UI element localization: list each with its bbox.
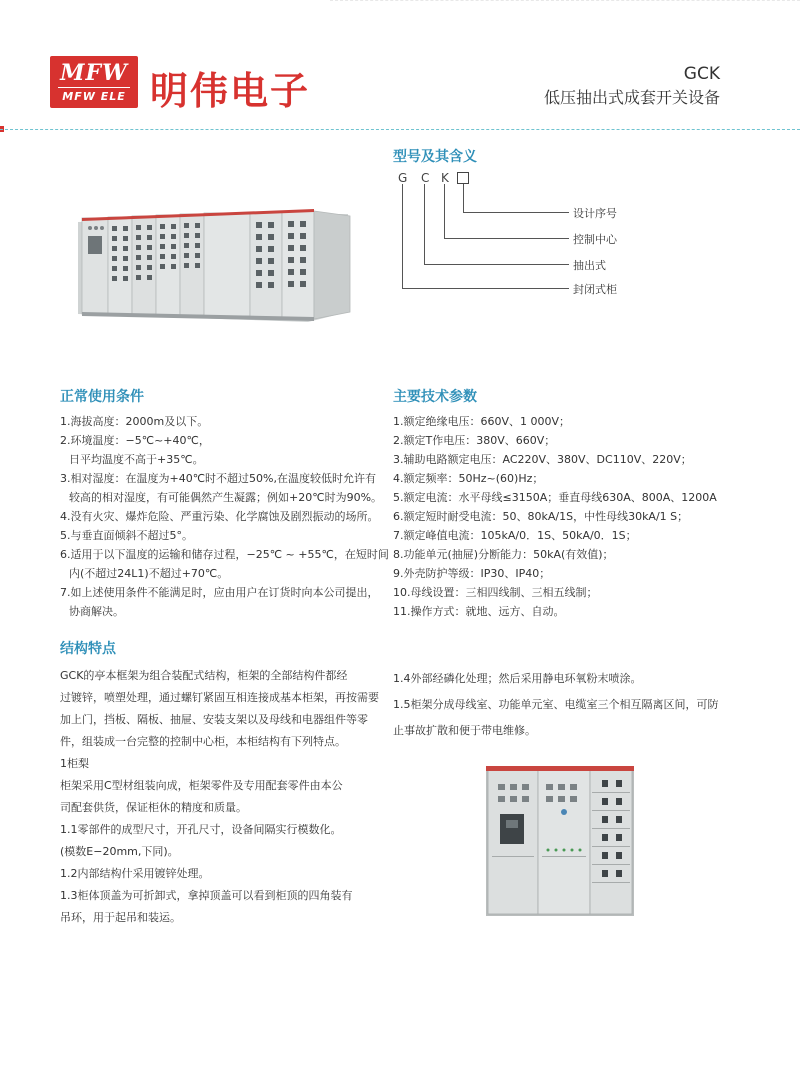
structure-line: 柜架采用C型材组装向成，柜架零件及专用配套零件由本公 [60,779,343,792]
condition-line: 3.相对湿度：在温度为+40℃时不超过50%,在温度较低时允许有 [60,472,377,485]
structure-left-text [60,665,380,929]
connector-line [402,288,569,289]
condition-line: 1.海拔高度：2000m及以下。 [60,415,209,428]
structure-line: 1.4外部经磷化处理；然后采用静电环氧粉末喷涂。 [393,672,642,685]
tech-param-line: 8.功能单元(抽屉)分断能力：50kA(有效值)； [393,548,614,561]
connector-line [463,184,464,212]
condition-line: 4.没有火灾、爆炸危险、严重污染、化学腐蚀及剧烈振动的场所。 [60,510,379,523]
model-letter-c: C [421,171,430,185]
tech-param-line: 7.额定峰值电流：105kA/0．1S、50kA/0．1S； [393,529,637,542]
top-divider [330,0,800,2]
condition-line: 2.环境温度：−5℃~+40℃， [60,434,210,447]
structure-line: 1.1零部件的成型尺寸，开孔尺寸，设备间隔实行模数化。 [60,823,342,836]
structure-title: 结构特点 [60,641,116,657]
connector-line [463,212,569,213]
model-letter-g: G [398,171,408,185]
connector-line [444,238,569,239]
header-divider [0,129,800,130]
logo-sub-text: MFW ELE [62,90,126,103]
condition-line: 内(不超过24L1)不超过+70℃。 [69,567,229,580]
connector-line [444,184,445,238]
tech-param-line: 1.额定绝缘电压：660V、1 000V； [393,415,571,428]
condition-line: 7.如上述使用条件不能满足时，应由用户在订货时向本公司提出， [60,586,379,599]
structure-line: 件，组装成一台完整的控制中心柜，本柜结构有下列特点。 [60,735,346,748]
product-name: 低压抽出式成套开关设备 [543,88,720,107]
structure-line: 1.2内部结构什采用镀锌处理。 [60,867,210,880]
condition-line: 6.适用于以下温度的运输和储存过程，−25℃ ~ +55℃，在短时间 [60,548,389,561]
tech-param-line: 11.操作方式：就地、远方、自动。 [393,605,565,618]
model-section-title: 型号及其含义 [393,149,477,165]
structure-line: 止事故扩散和便于带电维修。 [393,724,536,737]
model-label-control-center: 控制中心 [573,233,617,246]
structure-line: GCK的亭本框架为组合装配式结构，柜架的全部结构件都经 [60,669,348,682]
structure-line: 1.5柜架分成母线室、功能单元室、电缆室三个相互隔离区间，可防 [393,698,719,711]
tech-params-title: 主要技术参数 [393,389,477,405]
tech-param-line: 10.母线设置：三相四线制、三相五线制； [393,586,598,599]
model-label-enclosed: 封闭式柜 [573,283,617,296]
structure-line: 1柜梨 [60,757,89,770]
connector-line [424,264,569,265]
tech-param-line: 5.额定电流：水平母线≤3150A；垂直母线630A、800A、1200A [393,491,717,504]
tech-param-line: 9.外壳防护等级：IP30、IP40； [393,567,551,580]
condition-line: 日平均温度不高于+35℃。 [69,453,204,466]
model-letter-k: K [441,171,449,185]
structure-line: (模数E−20mm,下同)。 [60,845,179,858]
tech-param-line: 3.辅助电路额定电压：AC220V、380V、DC110V、220V； [393,453,692,466]
structure-right-text [393,666,753,744]
condition-line: 5.与垂直面倾斜不超过5°。 [60,529,193,542]
tech-param-line: 6.额定短时耐受电流：50、80kA/1S，中性母线30kA/1 S； [393,510,689,523]
cabinet-front-image [480,760,640,920]
tech-params-list [393,412,753,621]
tech-param-line: 4.额定频率：50Hz~(60)Hz； [393,472,544,485]
model-label-drawout: 抽出式 [573,259,606,272]
tech-param-line: 2.额定T作电压：380V、660V； [393,434,556,447]
conditions-list [60,412,389,621]
structure-line: 吊环，用于起吊和装运。 [60,911,181,924]
condition-line: 较高的相对湿度，有可能偶然产生凝露；例如+20℃时为90%。 [69,491,383,504]
model-serial-box [457,172,469,184]
connector-line [402,184,403,288]
structure-line: 过镀锌，喷塑处理，通过螺钉紧固互相连接成基本柜架，再按需要 [60,691,379,704]
structure-line: 1.3柜体顶盖为可折卸式，拿掉顶盖可以看到柜顶的四角装有 [60,889,353,902]
cabinet-row-image [78,200,354,328]
logo-main-text: MFW [60,60,128,86]
model-label-serial: 设计序号 [573,207,617,220]
condition-line: 协商解决。 [69,605,124,618]
company-logo [50,56,138,108]
structure-line: 司配套供货，保证柜休的精度和质量。 [60,801,247,814]
company-name: 明伟电子 [150,69,311,113]
connector-line [424,184,425,264]
product-code: GCK [683,64,720,84]
structure-line: 加上门，挡板、隔板、抽屉、安装支架以及母线和电器组件等零 [60,713,368,726]
logo-divider [58,87,130,88]
conditions-title: 正常使用条件 [60,389,144,405]
